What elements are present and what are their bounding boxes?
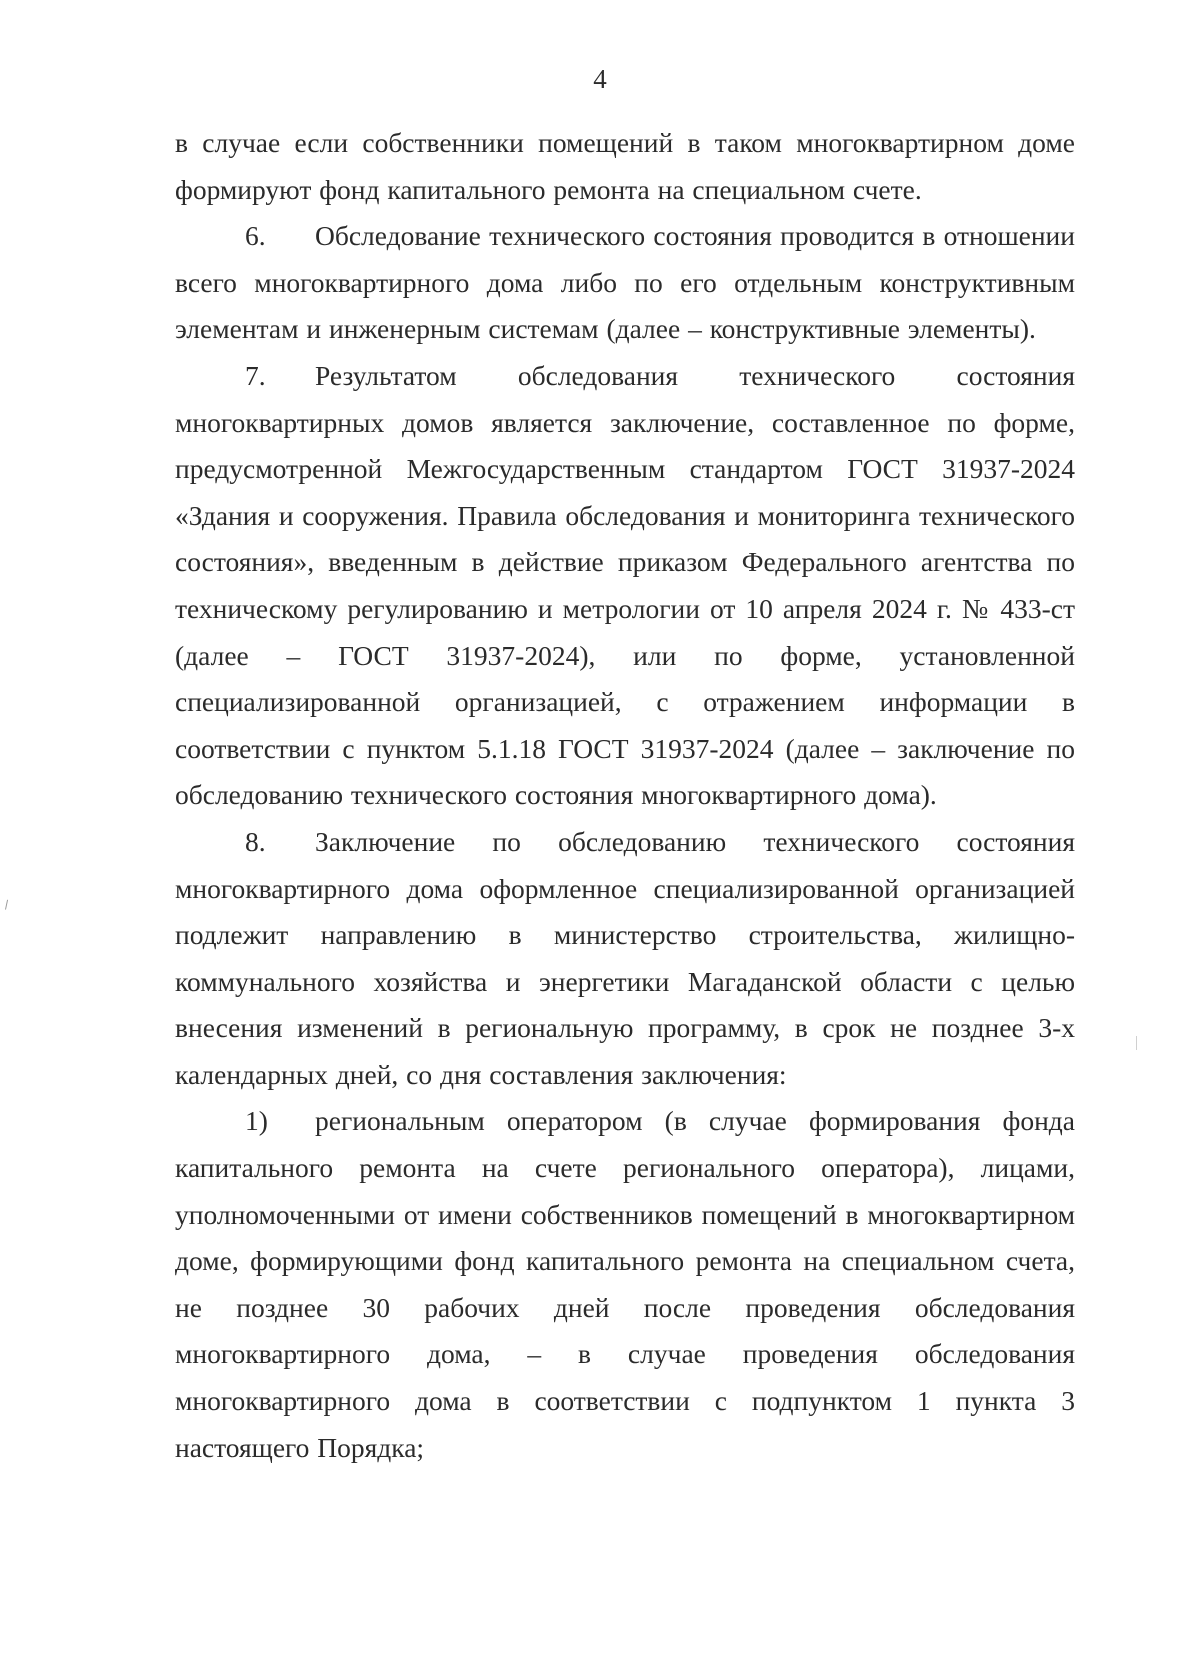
paragraph-text: в случае если собственники помещений в таком многоквартирном доме формируют фонд капитального ремонта на специальном счете. (175, 127, 1075, 205)
paragraph-number: 1) (245, 1105, 268, 1137)
paragraph-item-6 (175, 213, 1075, 353)
paragraph-continuation (175, 120, 1075, 213)
scan-mark (5, 900, 11, 911)
paragraph-number: 6. (245, 220, 266, 252)
paragraph-item-8 (175, 819, 1075, 1099)
document-body (175, 120, 1075, 1471)
paragraph-text: Результатом обследования технического состояния многоквартирных домов является заключение, составленное по форме, предусмотренной Межгосударственным стандартом ГОСТ 31937-2024 «Здания и сооружения. Правила обследования и мониторинга технического состояния», введенным в действие приказом Федерального агентства по техническому регулированию и метрологии от 10 апреля 2024 г. № 433-ст (далее – ГОСТ 31937-2024), или по форме, установленной специализированной организацией, с отражением информации в соответствии с пунктом 5.1.18 ГОСТ 31937-2024 (далее – заключение по обследованию технического состояния многоквартирного дома). (175, 359, 1075, 811)
subparagraph-item-1 (175, 1098, 1075, 1471)
paragraph-text: Обследование технического состояния проводится в отношении всего многоквартирного дома либо по его отдельным конструктивным элементам и инженерным системам (далее – конструктивные элементы). (175, 220, 1075, 345)
page-number: 4 (593, 64, 607, 94)
paragraph-text: региональным оператором (в случае формирования фонда капитального ремонта на счете регионального оператора), лицами, уполномоченными от имени собственников помещений в многоквартирном доме, формирующими фонд капитального ремонта на специальном счета, не позднее 30 рабочих дней после проведения обследования многоквартирного дома, – в случае проведения обследования многоквартирного дома в соответствии с подпунктом 1 пункта 3 настоящего Порядка; (175, 1105, 1075, 1463)
scan-mark (1136, 1036, 1137, 1050)
paragraph-item-7 (175, 353, 1075, 819)
paragraph-number: 8. (245, 825, 266, 857)
paragraph-number: 7. (245, 359, 266, 391)
paragraph-text: Заключение по обследованию технического состояния многоквартирного дома оформленное специализированной организацией подлежит направлению в министерство строительства, жилищно-коммунального хозяйства и энергетики Магаданской области с целью внесения изменений в региональную программу, в срок не позднее 3-х календарных дней, со дня составления заключения: (175, 825, 1075, 1090)
